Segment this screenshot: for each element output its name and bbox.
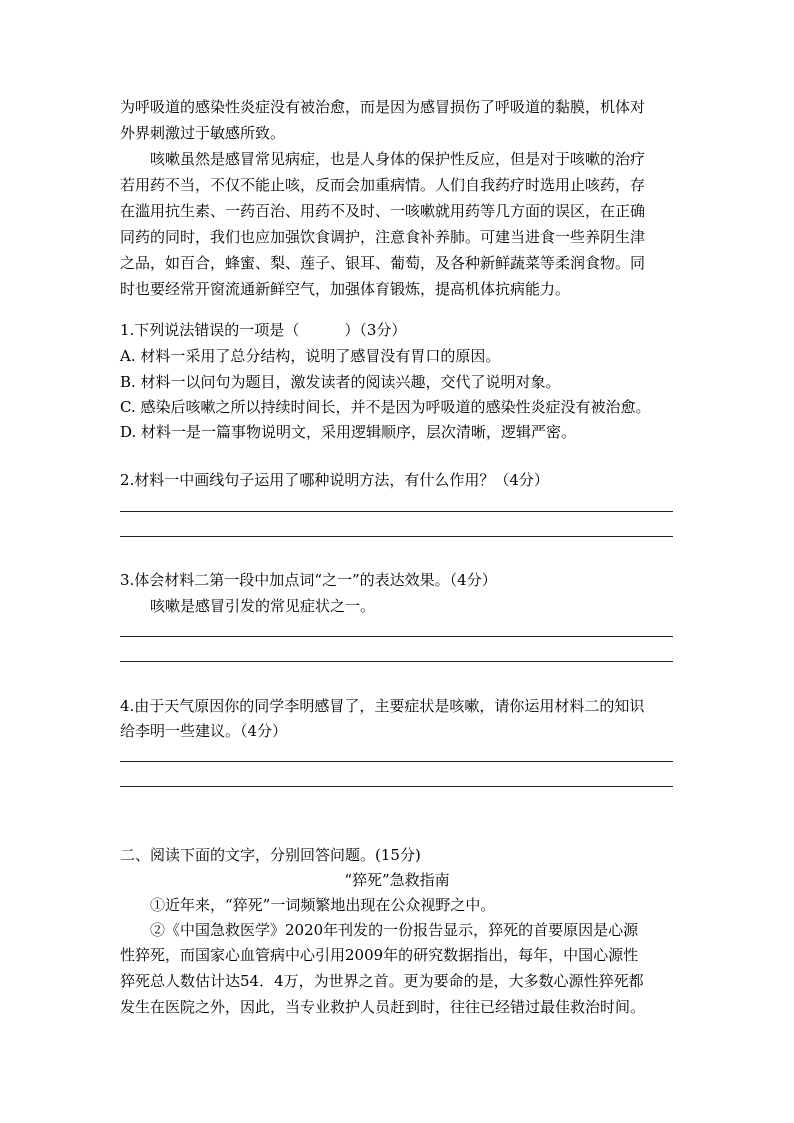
question-3-stem: 3.体会材料二第一段中加点词“之一”的表达效果。（4分） xyxy=(120,571,497,589)
text-line: 发生在医院之外，因此，当专业救护人员赶到时，往往已经错过最佳救治时间。 xyxy=(120,998,646,1016)
text-line: 之品，如百合，蜂蜜、梨、莲子、银耳、葡萄，及各种新鲜蔬菜等柔润食物。同 xyxy=(120,254,646,272)
text-line: ②《中国急救医学》2020年刊发的一份报告显示，猝死的首要原因是心源 xyxy=(150,921,639,939)
question-4-stem: 给李明一些建议。（4分） xyxy=(120,722,288,740)
article-title: “猝死”急救指南 xyxy=(344,871,450,889)
text-line: 外界刺激过于敏感所致。 xyxy=(120,124,286,142)
question-1-option-d: D. 材料一是一篇事物说明文，采用逻辑顺序，层次清晰，逻辑严密。 xyxy=(120,423,577,441)
text-line: ①近年来，“猝死”一词频繁地出现在公众视野之中。 xyxy=(150,896,496,914)
question-3-quote: 咳嗽是感冒引发的常见症状之一。 xyxy=(150,597,376,615)
answer-line[interactable] xyxy=(120,511,673,512)
question-2-stem: 2.材料一中画线句子运用了哪种说明方法，有什么作用？（4分） xyxy=(120,471,549,489)
question-1-option-b: B. 材料一以问句为题目，激发读者的阅读兴趣，交代了说明对象。 xyxy=(120,373,561,391)
text-line: 时也要经常开窗流通新鲜空气，加强体育锻炼，提高机体抗病能力。 xyxy=(120,280,571,298)
answer-line[interactable] xyxy=(120,636,673,637)
question-1-option-c: C. 感染后咳嗽之所以持续时间长，并不是因为呼吸道的感染性炎症没有被治愈。 xyxy=(120,398,651,416)
text-line: 在滥用抗生素、一药百治、用药不及时、一咳嗽就用药等几方面的误区，在正确 xyxy=(120,202,646,220)
question-1-stem: 1.下列说法错误的一项是（ ）（3分） xyxy=(120,321,407,339)
text-line: 同药的同时，我们也应加强饮食调护，注意食补养肺。可建当进食一些养阴生津 xyxy=(120,228,646,246)
answer-line[interactable] xyxy=(120,786,673,787)
text-line: 若用药不当，不仅不能止咳，反而会加重病情。人们自我药疗时选用止咳药，存 xyxy=(120,176,646,194)
text-line: 咳嗽虽然是感冒常见病症，也是人身体的保护性反应，但是对于咳嗽的治疗 xyxy=(150,150,646,168)
answer-line[interactable] xyxy=(120,661,673,662)
text-line: 为呼吸道的感染性炎症没有被治愈，而是因为感冒损伤了呼吸道的黏膜，机体对 xyxy=(120,98,646,116)
answer-line[interactable] xyxy=(120,536,673,537)
question-4-stem: 4.由于天气原因你的同学李明感冒了，主要症状是咳嗽，请你运用材料二的知识 xyxy=(120,697,645,715)
section-2-heading: 二、阅读下面的文字，分别回答问题。(15分) xyxy=(120,846,421,864)
answer-line[interactable] xyxy=(120,761,673,762)
text-line: 性猝死，而国家心血管病中心引用2009年的研究数据指出，每年，中国心源性 xyxy=(120,946,639,964)
text-line: 猝死总人数估计达54．4万，为世界之首。更为要命的是，大多数心源性猝死都 xyxy=(120,972,644,990)
question-1-option-a: A. 材料一采用了总分结构，说明了感冒没有胃口的原因。 xyxy=(120,347,501,365)
